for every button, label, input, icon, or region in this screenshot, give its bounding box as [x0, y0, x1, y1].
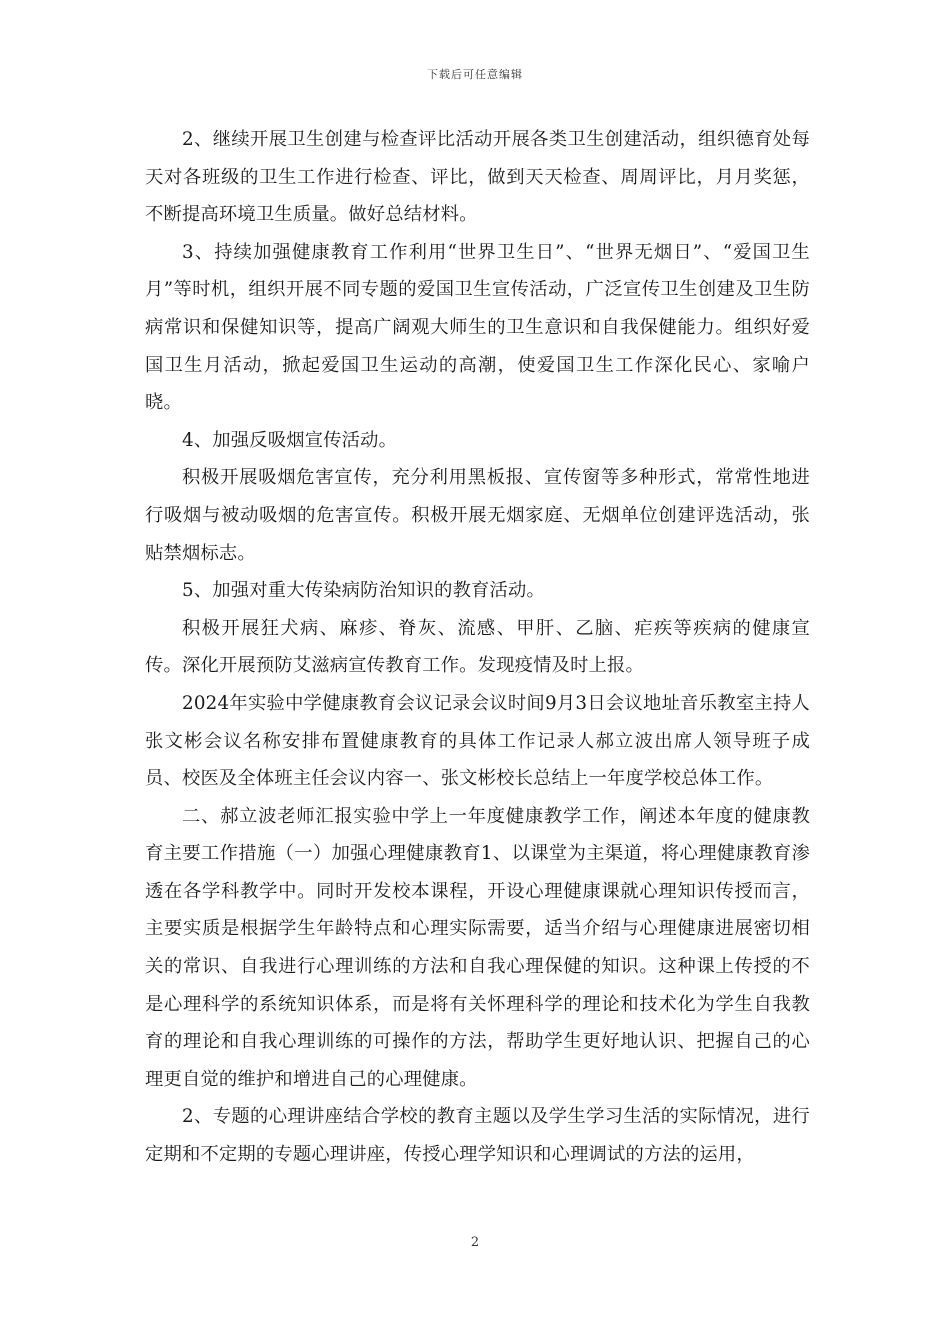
page-number: 2	[470, 1235, 480, 1250]
paragraph-sanitation-inspection: 2、继续开展卫生创建与检查评比活动开展各类卫生创建活动，组织德育处每天对各班级的卫生工作进行检查、评比，做到天天检查、周周评比，月月奖惩，不断提高环境卫生质量。做好总结材料。	[145, 129, 810, 226]
paragraph-infectious-disease-heading: 5、加强对重大传染病防治知识的教育活动。	[182, 580, 545, 602]
page-header: 下载后可任意编辑	[427, 68, 523, 81]
paragraph-mental-health-lectures: 2、专题的心理讲座结合学校的教育主题以及学生学习生活的实际情况，进行定期和不定期的专题心理讲座，传授心理学知识和心理调试的方法的运用，	[145, 1106, 810, 1166]
paragraph-anti-smoking-heading: 4、加强反吸烟宣传活动。	[182, 429, 398, 451]
paragraph-meeting-record: 2024年实验中学健康教育会议记录会议时间9月3日会议地址音乐教室主持人张文彬会议名称安排布置健康教育的具体工作记录人郝立波出席人领导班子成员、校医及全体班主任会议内容一、张文彬校长总结上一年度学校总体工作。	[145, 692, 810, 790]
paragraph-anti-smoking-body: 积极开展吸烟危害宣传，充分利用黑板报、宣传窗等多种形式，常常性地进行吸烟与被动吸烟的危害宣传。积极开展无烟家庭、无烟单位创建评选活动，张贴禁烟标志。	[145, 467, 810, 564]
document-body	[145, 121, 810, 1174]
paragraph-infectious-disease-body: 积极开展狂犬病、麻疹、脊灰、流感、甲肝、乙脑、疟疾等疾病的健康宣传。深化开展预防艾滋病宣传教育工作。发现疫情及时上报。	[145, 617, 810, 677]
paragraph-mental-health-report: 二、郝立波老师汇报实验中学上一年度健康教学工作，阐述本年度的健康教育主要工作措施（一）加强心理健康教育1、以课堂为主渠道，将心理健康教育渗透在各学科教学中。同时开发校本课程，开设心理健康课就心理知识传授而言，主要实质是根据学生年龄特点和心理实际需要，适当介绍与心理健康进展密切相关的常识、自我进行心理训练的方法和自我心理保健的知识。这种课上传授的不是心理科学的系统知识体系，而是将有关怀理科学的理论和技术化为学生自我教育的理论和自我心理训练的可操作的方法，帮助学生更好地认识、把握自己的心理更自觉的维护和增进自己的心理健康。	[145, 805, 810, 1090]
paragraph-health-education: 3、持续加强健康教育工作利用“世界卫生日”、“世界无烟日”、“爱国卫生月”等时机，组织开展不同专题的爱国卫生宣传活动，广泛宣传卫生创建及卫生防病常识和保健知识等，提高广阔观大师生的卫生意识和自我保健能力。组织好爱国卫生月活动，掀起爱国卫生运动的高潮，使爱国卫生工作深化民心、家喻户晓。	[145, 241, 810, 414]
